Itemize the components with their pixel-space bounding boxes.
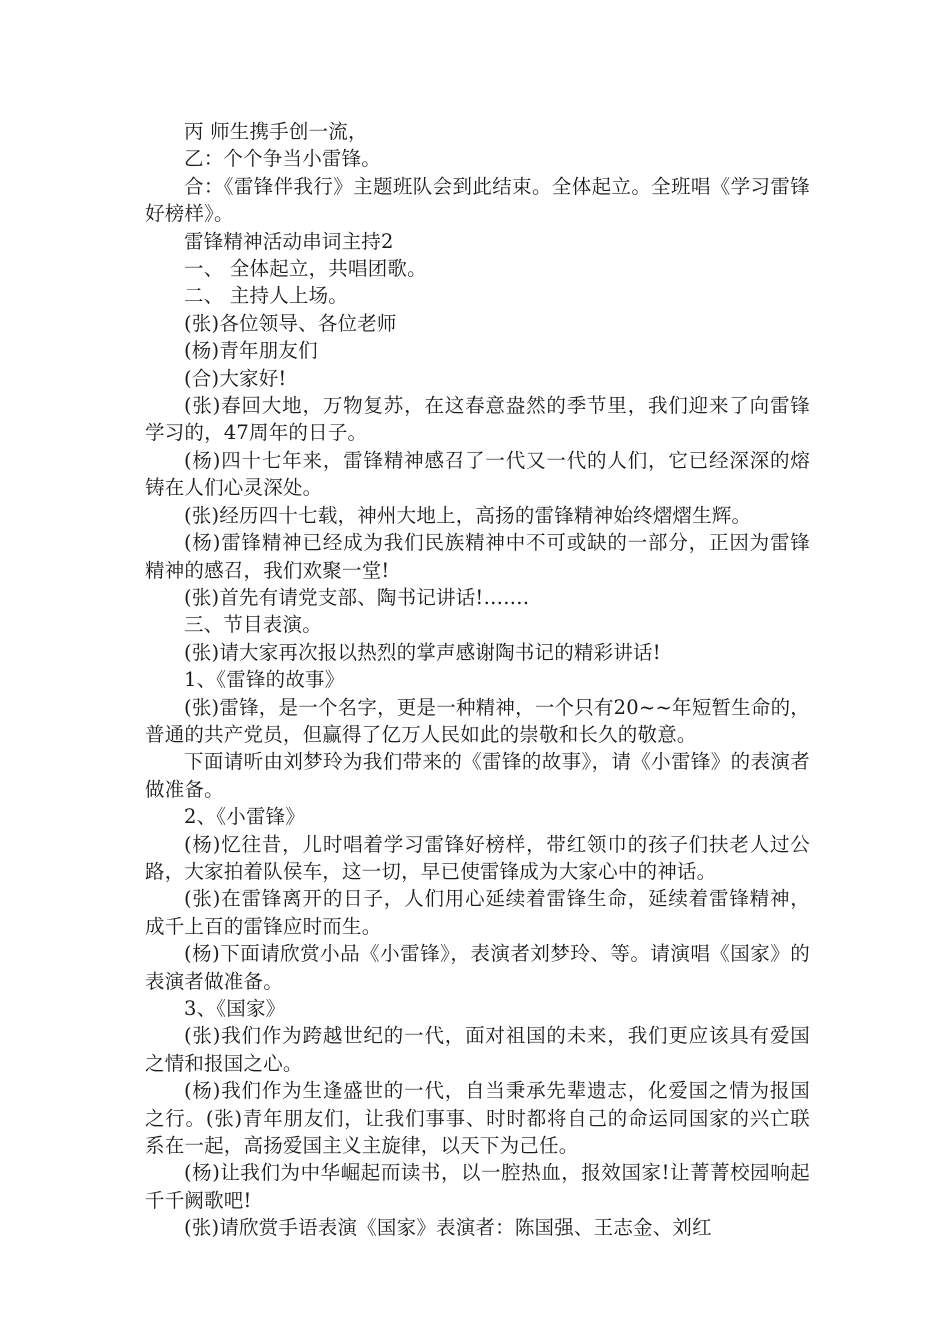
section-heading: 雷锋精神活动串词主持2 (184, 229, 394, 253)
paragraph-9: (合)大家好! (184, 366, 287, 390)
document-body (145, 118, 810, 1242)
paragraph-10: (张)春回大地，万物复苏，在这春意盎然的季节里，我们迎来了向雷锋学习的，47周年的日子。 (145, 394, 810, 445)
paragraph-3: 合：《雷锋伴我行》主题班队会到此结束。全体起立。全班唱《学习雷锋好榜样》。 (145, 174, 810, 226)
paragraph-17: 1、《雷锋的故事》 (184, 668, 345, 692)
paragraph-23: (杨)下面请欣赏小品《小雷锋》，表演者刘梦玲、等。请演唱《国家》的表演者做准备。 (145, 942, 810, 993)
paragraph-21: (杨)忆往昔，儿时唱着学习雷锋好榜样，带红领巾的孩子们扶老人过公路，大家拍着队侯车，这一切，早已使雷锋成为大家心中的神话。 (145, 832, 810, 883)
paragraph-18: (张)雷锋，是一个名字，更是一种精神，一个只有20~~年短暂生命的，普通的共产党员，但赢得了亿万人民如此的崇敬和长久的敬意。 (145, 695, 810, 746)
paragraph-1: 丙 师生携手创一流， (184, 120, 368, 143)
paragraph-14: (张)首先有请党支部、陶书记讲话!……. (184, 585, 530, 609)
paragraph-11: (杨)四十七年来，雷锋精神感召了一代又一代的人们，它已经深深的熔铸在人们心灵深处。 (145, 448, 810, 500)
paragraph-25: (张)我们作为跨越世纪的一代，面对祖国的未来，我们更应该具有爱国之情和报国之心。 (145, 1024, 810, 1075)
paragraph-2: 乙：个个争当小雷锋。 (184, 147, 382, 171)
paragraph-28: (张)请欣赏手语表演《国家》表演者：陈国强、王志金、刘红 (184, 1216, 712, 1240)
paragraph-12: (张)经历四十七载，神州大地上，高扬的雷锋精神始终熠熠生辉。 (184, 503, 752, 527)
paragraph-16: (张)请大家再次报以热烈的掌声感谢陶书记的精彩讲话! (184, 640, 661, 664)
paragraph-15: 三、节目表演。 (184, 613, 322, 637)
paragraph-26: (杨)我们作为生逢盛世的一代，自当秉承先辈遗志，化爱国之情为报国之行。(张)青年朋友们，让我们事事、时时都将自己的命运同国家的兴亡联系在一起，高扬爱国主义主旋律，以天下为己任。 (145, 1079, 810, 1158)
paragraph-5: 一、 全体起立，共唱团歌。 (184, 257, 427, 281)
paragraph-7: (张)各位领导、各位老师 (184, 311, 397, 335)
paragraph-20: 2、《小雷锋》 (184, 805, 306, 829)
paragraph-24: 3、《国家》 (184, 997, 286, 1020)
paragraph-6: 二、 主持人上场。 (184, 284, 348, 308)
paragraph-22: (张)在雷锋离开的日子，人们用心延续着雷锋生命，延续着雷锋精神，成千上百的雷锋应时而生。 (145, 887, 810, 938)
paragraph-13: (杨)雷锋精神已经成为我们民族精神中不可或缺的一部分，正因为雷锋精神的感召，我们欢聚一堂! (145, 531, 810, 582)
paragraph-19: 下面请听由刘梦玲为我们带来的《雷锋的故事》，请《小雷锋》的表演者做准备。 (145, 750, 810, 801)
paragraph-8: (杨)青年朋友们 (184, 339, 318, 363)
paragraph-27: (杨)让我们为中华崛起而读书，以一腔热血，报效国家!让菁菁校园响起千千阙歌吧! (145, 1161, 810, 1212)
